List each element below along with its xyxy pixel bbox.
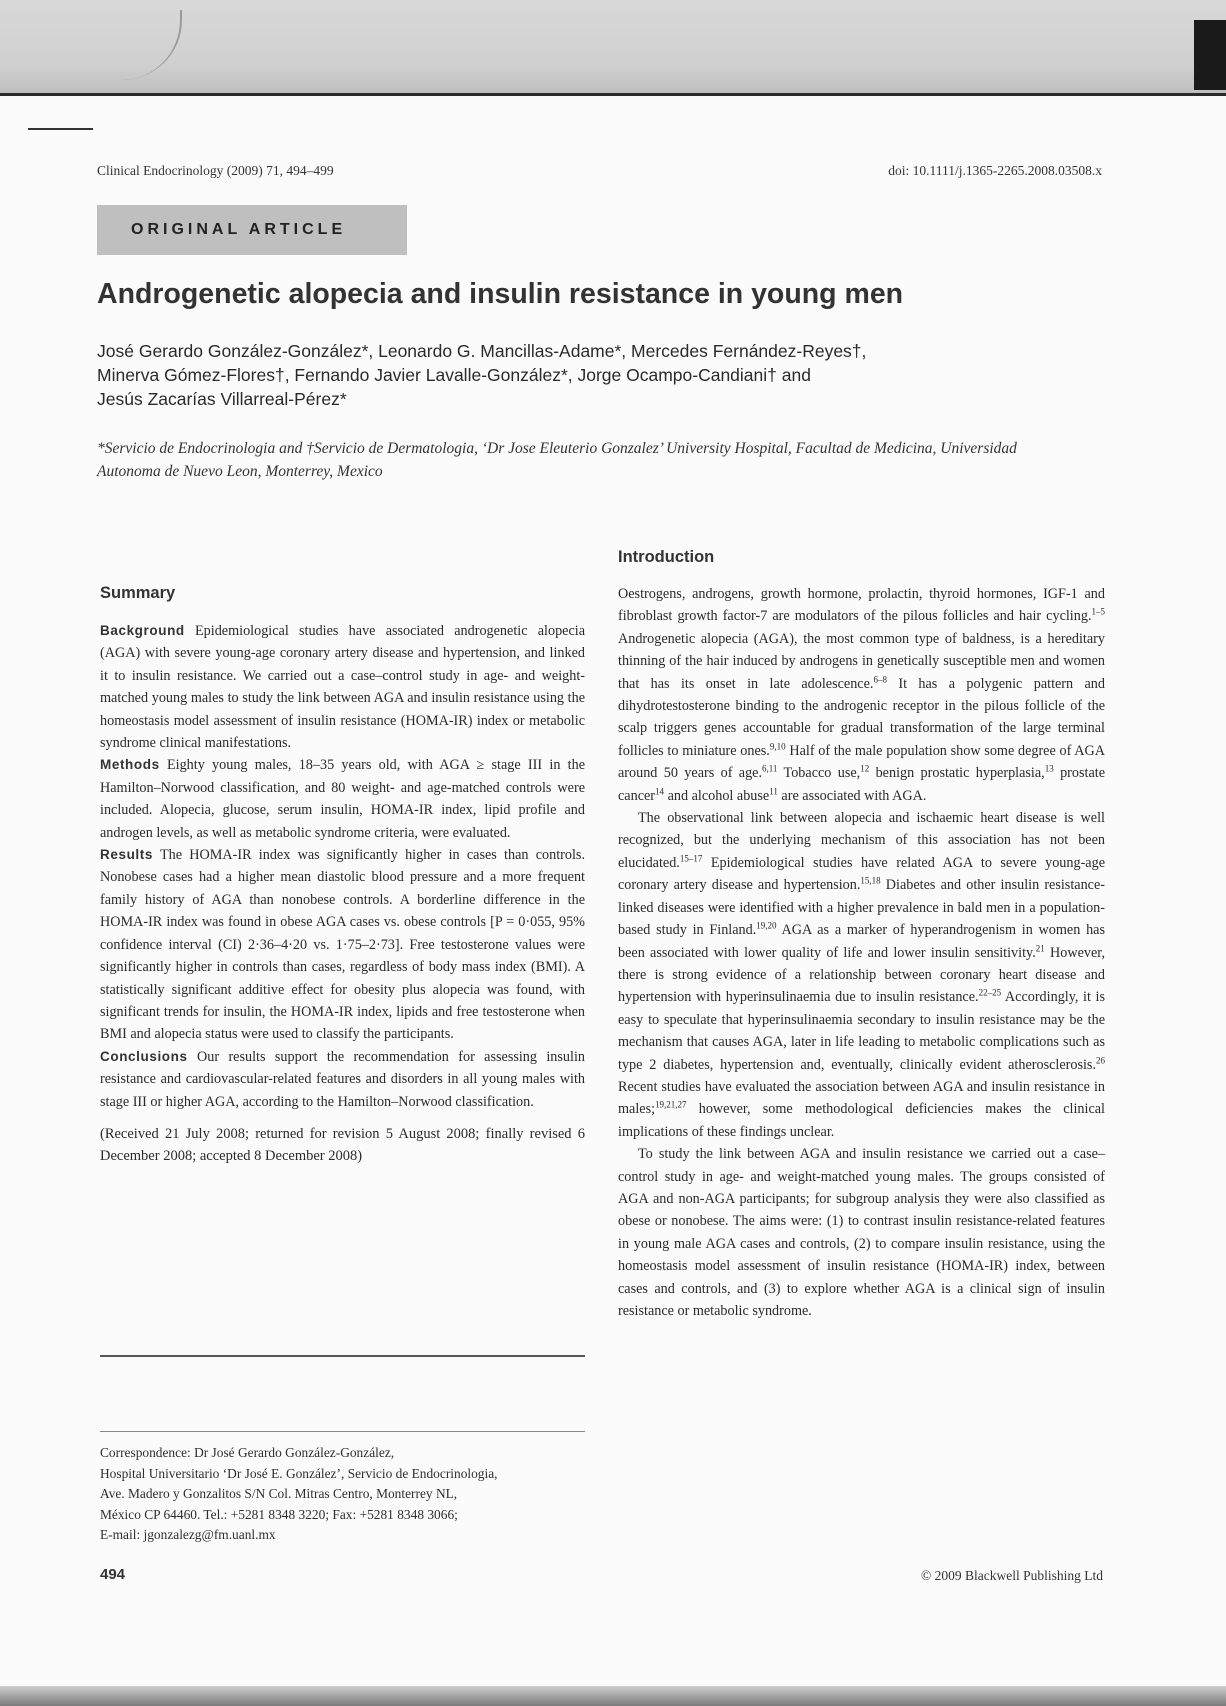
author-line: José Gerardo González-González*, Leonardo G. Mancillas-Adame*, Mercedes Fernández-Reyes†, <box>97 341 867 361</box>
methods-text: Eighty young males, 18–35 years old, with AGA ≥ stage III in the Hamilton–Norwood classification, and 80 weight- and age-matched controls were included. Alopecia, glucose, serum insulin, HOMA-IR index, lipid profile and androgen levels, as well as metabolic syndrome criteria, were evaluated. <box>100 757 586 841</box>
text-run: however, some methodological deficiencies makes the clinical implications of these findings unclear. <box>618 1101 1105 1140</box>
citation: 6–8 <box>873 673 887 684</box>
citation: 6,11 <box>762 763 778 774</box>
citation: 26 <box>1096 1054 1105 1065</box>
methods-paragraph <box>100 754 585 844</box>
text-run: Tobacco use, <box>777 765 861 782</box>
text-run: Epidemiological studies have related AGA to severe young-age coronary artery disease and hypertension. <box>618 854 1105 894</box>
text-run: Diabetes and other insulin resistance-linked diseases were identified with a higher prevalence in bald men in a population-based study in Finland. <box>618 877 1105 939</box>
doi: doi: 10.1111/j.1365-2265.2008.03508.x <box>888 163 1102 178</box>
text-run: However, there is strong evidence of a relationship between coronary heart disease and hypertension with hyperinsulinaemia due to insulin resistance. <box>618 944 1105 1006</box>
text-run: The observational link between alopecia and ischaemic heart disease is well recognized, but the underlying mechanism of this association has not been elucidated. <box>618 810 1105 871</box>
article-type-banner: ORIGINAL ARTICLE <box>97 205 407 255</box>
page-top-edge <box>0 93 1226 96</box>
intro-paragraph-1 <box>618 583 1105 807</box>
scan-background-top <box>0 0 1226 95</box>
scan-dark-edge <box>1194 20 1226 90</box>
summary-heading: Summary <box>100 584 176 602</box>
citation: 9,10 <box>769 741 786 752</box>
citation: 19,21,27 <box>655 1099 687 1110</box>
background-paragraph <box>100 620 585 754</box>
correspondence-block <box>100 1443 585 1546</box>
intro-paragraph-2 <box>618 807 1105 1143</box>
citation: 21 <box>1035 942 1045 953</box>
text-run: are associated with AGA. <box>777 787 927 804</box>
correspondence-line: Correspondence: Dr José Gerardo González-González, <box>100 1445 395 1460</box>
background-text: Epidemiological studies have associated androgenetic alopecia (AGA) with severe young-age coronary artery disease and hypertension, and linked it to insulin resistance. We carried out a case–control study in age- and weight-matched young males to study the link between AGA and insulin resistance using the homeostasis model assessment of insulin resistance (HOMA-IR) index or metabolic syndrome clinical manifestations. <box>100 623 586 752</box>
author-line: Jesús Zacarías Villarreal-Pérez* <box>97 389 347 409</box>
background-label: Background <box>100 623 185 638</box>
divider-rule <box>100 1431 585 1432</box>
citation: 14 <box>655 785 665 796</box>
results-text: The HOMA-IR index was significantly higher in cases than controls. Nonobese cases had a higher mean diastolic blood pressure and a more frequent family history of AGA than nonobese controls. A borderline difference in the HOMA-IR index was found in obese AGA cases vs. obese controls [P = 0·055, 95% confidence interval (CI) 2·36–4·20 vs. 1·75–2·73]. Free testosterone values were significantly higher in controls than cases, regardless of body mass index (BMI). A statistically significant additive effect for obesity plus alopecia was found, with significant trends for insulin, the HOMA-IR index, lipids and free testosterone when BMI and alopecia status were used to classify the participants. <box>100 847 585 1043</box>
correspondence-line: E-mail: jgonzalezg@fm.uanl.mx <box>100 1527 276 1543</box>
citation: 13 <box>1044 763 1054 774</box>
correspondence-line: México CP 64460. Tel.: +5281 8348 3220; Fax: +5281 8348 3066; <box>100 1506 458 1522</box>
results-label: Results <box>100 847 153 863</box>
text-run: It has a polygenic pattern and dihydrotestosterone binding to the androgenic receptor in the pilous follicle of the scalp triggers genes accountable for gradual transformation of the large terminal follicles to miniature ones. <box>618 675 1105 759</box>
citation: 11 <box>769 785 778 796</box>
citation: 15–17 <box>679 853 703 864</box>
scan-background-bottom <box>0 1686 1226 1706</box>
citation: 19,20 <box>756 920 777 931</box>
citation: 1–5 <box>1091 606 1105 617</box>
journal-citation: Clinical Endocrinology (2009) 71, 494–499 <box>97 163 334 178</box>
text-run: prostate cancer <box>618 765 1105 804</box>
methods-label: Methods <box>100 757 160 773</box>
text-run: Accordingly, it is easy to speculate that hyperinsulinaemia secondary to insulin resistance may be the mechanism that causes AGA, later in life leading to metabolic complications such as type 2 diabetes, hypertension and, eventually, clinically evident atherosclerosis. <box>618 989 1106 1073</box>
author-line: Minerva Gómez-Flores†, Fernando Javier Lavalle-González*, Jorge Ocampo-Candiani† and <box>97 365 811 385</box>
conclusions-paragraph <box>100 1046 585 1113</box>
citation: 12 <box>860 763 870 774</box>
paper-fold-mark <box>120 10 182 80</box>
correspondence-line: Ave. Madero y Gonzalitos S/N Col. Mitras Centro, Monterrey NL, <box>100 1486 458 1502</box>
conclusions-text: Our results support the recommendation for assessing insulin resistance and cardiovascular-related features and disorders in all young males with stage III or higher AGA, according to the Hamilton–Norwood classification. <box>100 1048 585 1110</box>
summary-column <box>100 620 585 1168</box>
introduction-column <box>618 583 1105 1322</box>
introduction-heading: Introduction <box>618 548 715 566</box>
text-run: AGA as a marker of hyperandrogenism in women has been associated with lower quality of life and lower insulin sensitivity. <box>618 922 1105 961</box>
affiliation: *Servicio de Endocrinologia and †Servicio de Dermatologia, ‘Dr Jose Eleuterio Gonzalez’ University Hospital, Facultad de Medicina, Universidad Autonoma de Nuevo Leon, Monterrey, Mexico <box>97 440 1017 480</box>
intro-paragraph-3: To study the link between AGA and insulin resistance we carried out a case–control study in age- and weight-matched young males. The groups consisted of AGA and non-AGA participants; for subgroup analysis they were also classified as obese or nonobese. The aims were: (1) to contrast insulin resistance-related features in young male AGA cases and controls, (2) to compare insulin resistance, using the homeostasis model assessment of insulin resistance (HOMA-IR) index, between cases and controls, and (3) to explore whether AGA is a clinical sign of insulin resistance or metabolic syndrome. <box>618 1146 1105 1319</box>
conclusions-label: Conclusions <box>100 1048 188 1064</box>
page-number: 494 <box>100 1566 126 1583</box>
citation: 22–25 <box>978 987 1002 998</box>
author-list <box>97 339 997 411</box>
text-run: Recent studies have evaluated the association between AGA and insulin resistance in males; <box>618 1078 1105 1118</box>
margin-mark <box>28 128 93 130</box>
received-dates: (Received 21 July 2008; returned for revision 5 August 2008; finally revised 6 December 2008; accepted 8 December 2008) <box>100 1125 585 1165</box>
correspondence-line: Hospital Universitario ‘Dr José E. González’, Servicio de Endocrinologia, <box>100 1465 498 1481</box>
citation: 15,18 <box>860 875 881 886</box>
article-title: Androgenetic alopecia and insulin resistance in young men <box>97 278 904 310</box>
text-run: benign prostatic hyperplasia, <box>869 765 1045 782</box>
text-run: Oestrogens, androgens, growth hormone, prolactin, thyroid hormones, IGF-1 and fibroblast growth factor-7 are modulators of the pilous follicles and hair cycling. <box>618 586 1105 625</box>
text-run: Half of the male population show some degree of AGA around 50 years of age. <box>618 742 1106 782</box>
text-run: Androgenetic alopecia (AGA), the most common type of baldness, is a hereditary thinning of the hair induced by androgens in genetically susceptible men and women that has its onset in late adolescence. <box>618 630 1105 692</box>
text-run: and alcohol abuse <box>664 787 770 804</box>
results-paragraph <box>100 844 585 1046</box>
divider-rule <box>100 1355 585 1357</box>
copyright: © 2009 Blackwell Publishing Ltd <box>921 1568 1103 1583</box>
